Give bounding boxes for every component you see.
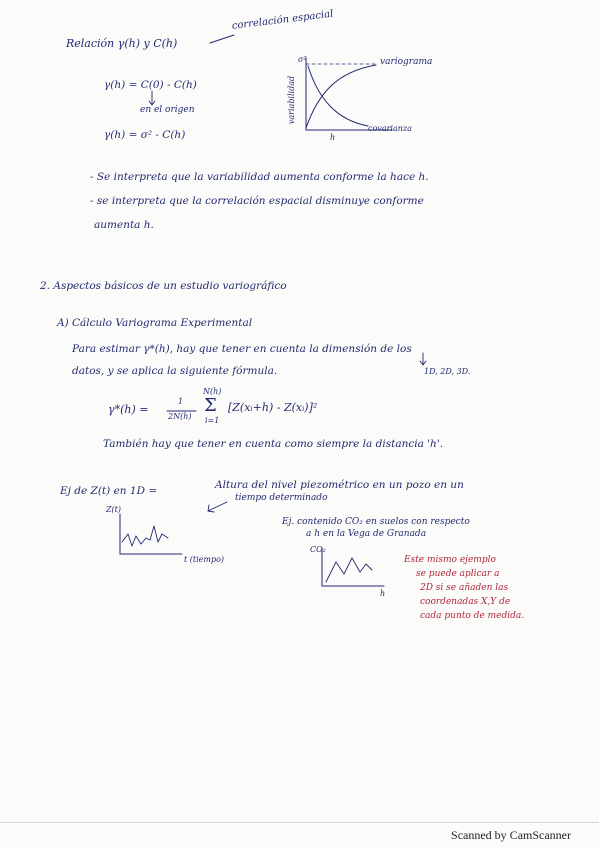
example2-line1: Ej. contenido CO₂ en suelos con respecto <box>282 517 470 527</box>
graph2-x-label: h <box>380 589 386 598</box>
formula-sigma: Σ <box>204 395 217 416</box>
relation-heading: Relación γ(h) y C(h) <box>66 37 178 50</box>
red-note-line2: se puede aplicar a <box>416 569 500 579</box>
dimension-note: 1D, 2D, 3D. <box>424 367 471 376</box>
red-note-line1: Este mismo ejemplo <box>404 555 496 565</box>
para-distance: También hay que tener en cuenta como siempre la distancia 'h'. <box>103 438 444 450</box>
subsection-a-heading: A) Cálculo Variograma Experimental <box>57 317 253 329</box>
note-pointer-line <box>208 33 238 45</box>
example-arrow <box>205 500 229 514</box>
dimension-arrow <box>419 352 429 368</box>
para-estimate-line1: Para estimar γ*(h), hay que tener en cuenta la dimensión de los <box>72 343 412 355</box>
covariance-label: covarianza <box>368 124 412 133</box>
formula-sum-top: N(h) <box>203 387 222 396</box>
para-estimate-line2: datos, y se aplica la siguiente fórmula. <box>72 365 278 377</box>
example-desc-line2: tiempo determinado <box>235 493 328 503</box>
variogram-curve <box>306 65 376 128</box>
formula-lhs: γ*(h) = <box>108 403 149 416</box>
origin-note: en el origen <box>140 105 195 115</box>
bullet-correlation-cont: aumenta h. <box>94 219 154 231</box>
graph2-signal <box>326 558 372 582</box>
correlation-note: correlación espacial <box>231 8 334 32</box>
red-note-line3: 2D si se añaden las <box>420 583 509 593</box>
covariance-curve <box>308 66 368 126</box>
plot-x-label: h <box>330 133 336 142</box>
bullet-variability: - Se interpreta que la variabilidad aumenta conforme la hace h. <box>90 171 429 183</box>
formula-frac-num: 1 <box>178 397 184 406</box>
scanner-watermark: Scanned by CamScanner <box>451 828 571 842</box>
time-series-graph <box>116 512 186 558</box>
co2-graph <box>318 546 388 594</box>
example-label: Ej de Z(t) en 1D = <box>60 485 158 497</box>
red-note-line4: coordenadas X,Y de <box>420 597 511 607</box>
graph2-y-label: CO₂ <box>310 545 326 554</box>
bullet-correlation: - se interpreta que la correlación espacial disminuye conforme <box>90 195 424 207</box>
graph1-y-label: Z(t) <box>106 505 122 514</box>
equation-gamma-c0: γ(h) = C(0) - C(h) <box>104 79 197 91</box>
formula-frac-den: 2N(h) <box>168 412 192 421</box>
example-desc-line1: Altura del nivel piezométrico en un pozo en un <box>215 479 464 491</box>
plot-y-label: variabilidad <box>287 75 297 125</box>
variogram-label: variograma <box>380 57 433 67</box>
graph1-signal <box>122 526 168 546</box>
red-note-line5: cada punto de medida. <box>420 611 525 621</box>
sill-label: σ² <box>298 55 307 64</box>
graph1-x-label: t (tiempo) <box>184 555 225 564</box>
formula-body: [Z(xᵢ+h) - Z(xᵢ)]² <box>228 401 318 414</box>
example2-line2: a h en la Vega de Granada <box>306 529 427 539</box>
footer-divider <box>0 822 599 823</box>
section2-heading: 2. Aspectos básicos de un estudio variográfico <box>40 280 287 292</box>
equation-gamma-sigma: γ(h) = σ² - C(h) <box>104 129 186 141</box>
formula-sum-bottom: i=1 <box>205 416 220 425</box>
